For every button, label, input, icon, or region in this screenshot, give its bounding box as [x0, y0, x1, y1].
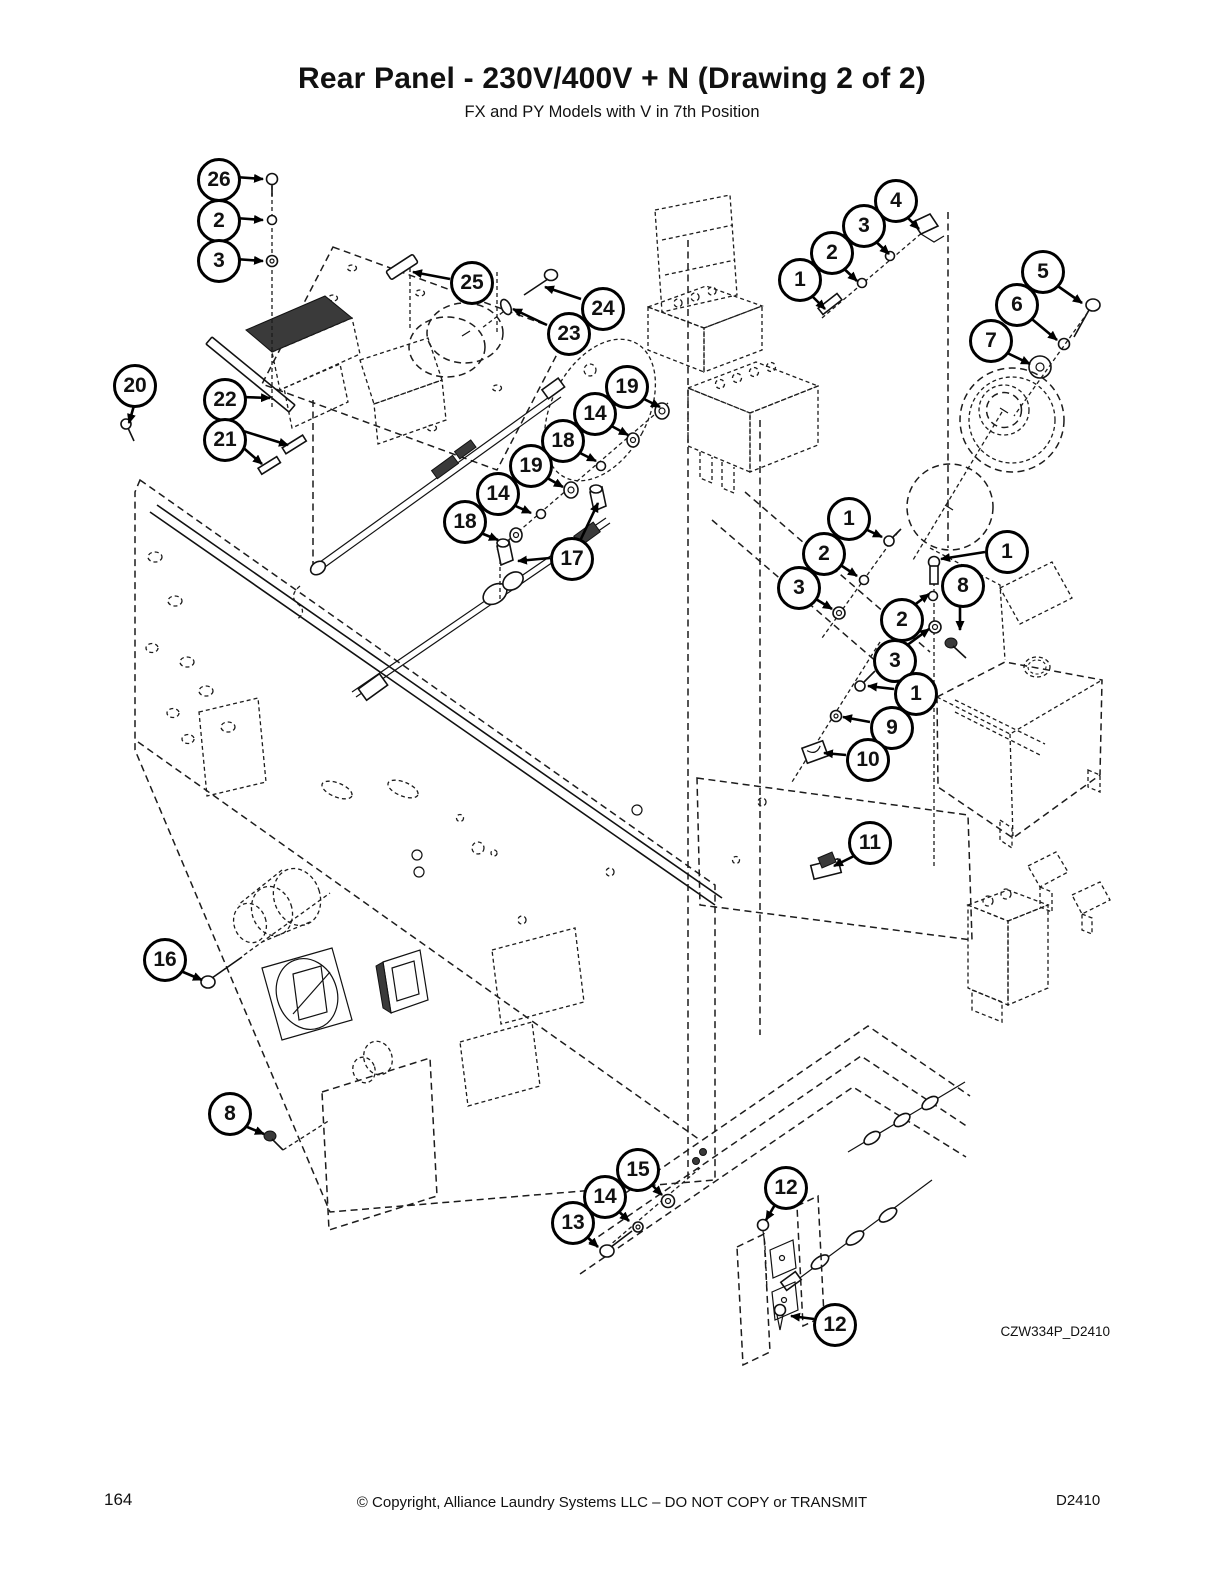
- callout-7: 7: [969, 319, 1013, 363]
- callout-12-a: 12: [764, 1166, 808, 1210]
- callout-14-c: 14: [583, 1175, 627, 1219]
- callout-2-c: 2: [802, 532, 846, 576]
- page-subtitle: FX and PY Models with V in 7th Position: [464, 103, 760, 121]
- drawing-code: CZW334P_D2410: [1000, 1324, 1110, 1339]
- callout-1-b: 1: [778, 258, 822, 302]
- callout-5: 5: [1021, 250, 1065, 294]
- callout-16: 16: [143, 938, 187, 982]
- callout-22: 22: [203, 378, 247, 422]
- callout-3-d: 3: [873, 639, 917, 683]
- callout-18-b: 18: [443, 500, 487, 544]
- callout-8-b: 8: [208, 1092, 252, 1136]
- lower-left-hardware: [201, 862, 437, 1230]
- callout-1-e: 1: [894, 672, 938, 716]
- callout-11: 11: [848, 821, 892, 865]
- callout-18-a: 18: [541, 419, 585, 463]
- callout-15: 15: [616, 1148, 660, 1192]
- contactor-stack: [648, 195, 818, 493]
- footer-page-number: 164: [104, 1490, 133, 1509]
- callout-2-b: 2: [810, 231, 854, 275]
- right-middle-assembly: [697, 492, 1110, 1022]
- callout-3-b: 3: [842, 204, 886, 248]
- callout-9: 9: [870, 706, 914, 750]
- callout-2-d: 2: [880, 598, 924, 642]
- callout-1-c: 1: [827, 497, 871, 541]
- callout-2-a: 2: [197, 199, 241, 243]
- callout-13: 13: [551, 1201, 595, 1245]
- callout-10: 10: [846, 738, 890, 782]
- callout-14-a: 14: [573, 392, 617, 436]
- callout-24: 24: [581, 287, 625, 331]
- callout-3-c: 3: [777, 566, 821, 610]
- callout-12-b: 12: [813, 1303, 857, 1347]
- footer-doc-code: D2410: [1056, 1492, 1101, 1509]
- callout-4: 4: [874, 179, 918, 223]
- callout-6: 6: [995, 283, 1039, 327]
- callout-21: 21: [203, 418, 247, 462]
- footer-copyright: © Copyright, Alliance Laundry Systems LLC – DO NOT COPY or TRANSMIT: [356, 1494, 868, 1511]
- callout-25: 25: [450, 261, 494, 305]
- callout-17: 17: [550, 537, 594, 581]
- callout-20: 20: [113, 364, 157, 408]
- callout-23: 23: [547, 312, 591, 356]
- callout-8-a: 8: [941, 564, 985, 608]
- callout-19-a: 19: [605, 365, 649, 409]
- page-title: Rear Panel - 230V/400V + N (Drawing 2 of 2): [297, 62, 926, 95]
- callout-1-d: 1: [985, 530, 1029, 574]
- callout-19-b: 19: [509, 444, 553, 488]
- callout-26: 26: [197, 158, 241, 202]
- callout-14-b: 14: [476, 472, 520, 516]
- callout-3-a: 3: [197, 239, 241, 283]
